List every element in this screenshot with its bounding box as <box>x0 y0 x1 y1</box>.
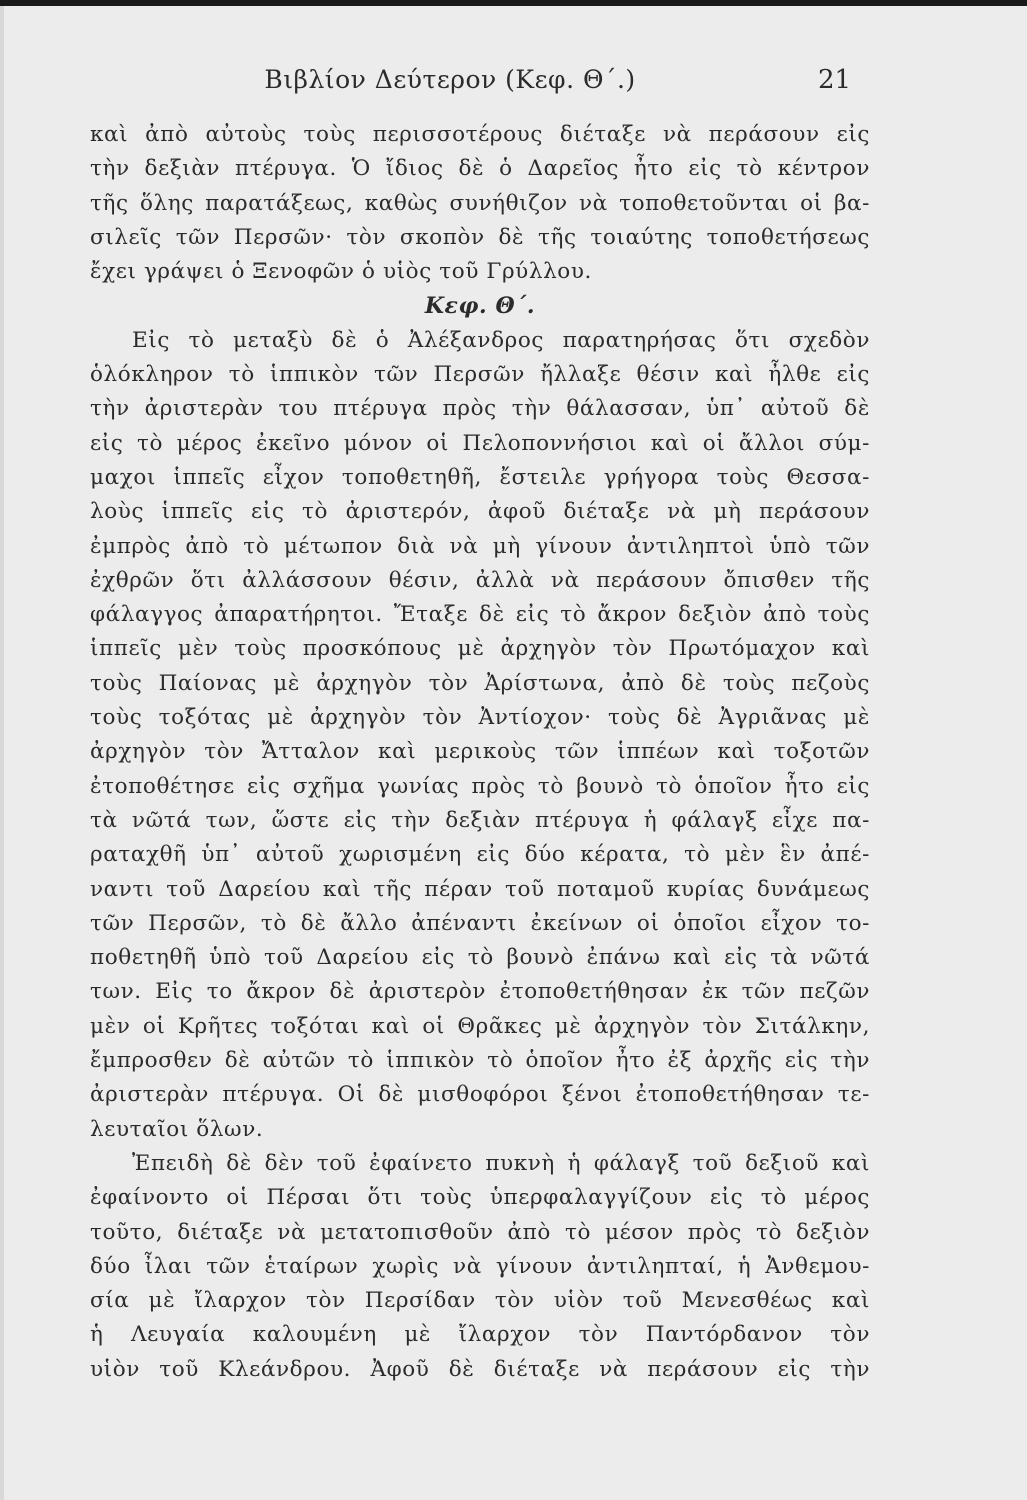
text-line: εἰς τὸ μέρος ἐκεῖνο μόνον οἱ Πελοποννήσιοι καὶ οἱ ἄλλοι σύμ- <box>90 430 870 456</box>
text-line: ἱππεῖς μὲν τοὺς προσκόπους μὲ ἀρχηγὸν τὸν Πρωτόμαχον καὶ <box>90 636 870 662</box>
text-line: τῆς ὅλης παρατάξεως, καθὼς συνήθιζον νὰ τοποθετοῦνται οἱ βα- <box>90 190 870 216</box>
text-line: τῶν Περσῶν, τὸ δὲ ἄλλο ἀπέναντι ἐκείνων οἱ ὁποῖοι εἶχον το- <box>90 910 870 936</box>
text-line: φάλαγγος ἀπαρατήρητοι. Ἔταξε δὲ εἰς τὸ ἄκρον δεξιὸν ἀπὸ τοὺς <box>90 602 870 628</box>
text-line: των. Εἰς το ἄκρον δὲ ἀριστερὸν ἐτοποθετήθησαν ἐκ τῶν πεζῶν <box>90 979 870 1005</box>
text-line: ἔχει γράψει ὁ Ξενοφῶν ὁ υἱὸς τοῦ Γρύλλου. <box>90 259 592 285</box>
text-line: τοὺς Παίονας μὲ ἀρχηγὸν τὸν Ἀρίστωνα, ἀπὸ δὲ τοὺς πεζοὺς <box>90 670 870 696</box>
text-line: τὴν ἀριστερὰν του πτέρυγα πρὸς τὴν θάλασσαν, ὑπ᾽ αὐτοῦ δὲ <box>90 396 870 422</box>
text-line: ἡ Λευγαία καλουμένη μὲ ἴλαρχον τὸν Παντόρδανον τὸν <box>90 1322 870 1348</box>
page-header <box>0 60 1027 100</box>
text-line: ναντι τοῦ Δαρείου καὶ τῆς πέραν τοῦ ποταμοῦ κυρίας δυνάμεως <box>90 876 870 902</box>
text-line: σία μὲ ἴλαρχον τὸν Περσίδαν τὸν υἱὸν τοῦ Μενεσθέως καὶ <box>90 1288 870 1314</box>
text-line: λευταῖοι ὅλων. <box>90 1116 264 1142</box>
text-line: ποθετηθῆ ὑπὸ τοῦ Δαρείου εἰς τὸ βουνὸ ἐπάνω καὶ εἰς τὰ νῶτά <box>90 945 870 971</box>
text-line: καὶ ἀπὸ αὐτοὺς τοὺς περισσοτέρους διέταξε νὰ περάσουν εἰς <box>90 122 870 147</box>
text-line: τὴν δεξιὰν πτέρυγα. Ὁ ἴδιος δὲ ὁ Δαρεῖος ἦτο εἰς τὸ κέντρον <box>90 156 870 182</box>
text-line: ἀριστερὰν πτέρυγα. Οἱ δὲ μισθοφόροι ξένοι ἐτοποθετήθησαν τε- <box>90 1082 870 1108</box>
text-line: ὁλόκληρον τὸ ἱππικὸν τῶν Περσῶν ἤλλαξε θέσιν καὶ ἦλθε εἰς <box>90 362 870 388</box>
text-line: Εἰς τὸ μεταξὺ δὲ ὁ Ἀλέξανδρος παρατηρήσας ὅτι σχεδὸν <box>132 327 870 353</box>
text-line: ἔμπροσθεν δὲ αὐτῶν τὸ ἱππικὸν τὸ ὁποῖον ἦτο ἐξ ἀρχῆς εἰς τὴν <box>90 1048 870 1074</box>
text-line: τοὺς τοξότας μὲ ἀρχηγὸν τὸν Ἀντίοχον· τοὺς δὲ Ἀγριᾶνας μὲ <box>90 705 870 731</box>
text-line: σιλεῖς τῶν Περσῶν· τὸν σκοπὸν δὲ τῆς τοιαύτης τοποθετήσεως <box>90 224 870 250</box>
text-line: ἐτοποθέτησε εἰς σχῆμα γωνίας πρὸς τὸ βουνὸ τὸ ὁποῖον ἦτο εἰς <box>90 773 870 799</box>
text-line: δύο ἶλαι τῶν ἑταίρων χωρὶς νὰ γίνουν ἀντιληπταί, ἡ Ἀνθεμου- <box>90 1253 870 1279</box>
body-text <box>90 118 870 1387</box>
text-line: Ἐπειδὴ δὲ δὲν τοῦ ἐφαίνετο πυκνὴ ἡ φάλαγξ τοῦ δεξιοῦ καὶ <box>132 1150 870 1176</box>
text-line: τὰ νῶτά των, ὥστε εἰς τὴν δεξιὰν πτέρυγα ἡ φάλαγξ εἶχε πα- <box>90 807 870 833</box>
page-top-edge <box>0 0 1027 6</box>
text-line: ραταχθῆ ὑπ᾽ αὐτοῦ χωρισμένη εἰς δύο κέρατα, τὸ μὲν ἓν ἀπέ- <box>90 842 870 868</box>
text-line: υἱὸν τοῦ Κλεάνδρου. Ἀφοῦ δὲ διέταξε νὰ περάσουν εἰς τὴν <box>90 1356 870 1382</box>
page-left-edge <box>0 6 4 1500</box>
text-line: ἐχθρῶν ὅτι ἀλλάσσουν θέσιν, ἀλλὰ νὰ περάσουν ὄπισθεν τῆς <box>90 567 870 593</box>
page-number: 21 <box>818 65 852 95</box>
text-line: λοὺς ἱππεῖς εἰς τὸ ἀριστερόν, ἀφοῦ διέταξε νὰ μὴ περάσουν <box>90 499 870 525</box>
text-line: ἐφαίνοντο οἱ Πέρσαι ὅτι τοὺς ὑπερφαλαγγίζουν εἰς τὸ μέρος <box>90 1185 870 1211</box>
text-line: μὲν οἱ Κρῆτες τοξόται καὶ οἱ Θρᾶκες μὲ ἀρχηγὸν τὸν Σιτάλκην, <box>90 1013 870 1039</box>
text-line: μαχοι ἱππεῖς εἶχον τοποθετηθῆ, ἔστειλε γρήγορα τοὺς Θεσσα- <box>90 464 870 490</box>
text-line: ἐμπρὸς ἀπὸ τὸ μέτωπον διὰ νὰ μὴ γίνουν ἀντιληπτοὶ ὑπὸ τῶν <box>90 533 870 559</box>
running-title: Βιβλίον Δεύτερον (Κεφ. Θ΄.) <box>264 65 636 94</box>
text-line: ἀρχηγὸν τὸν Ἄτταλον καὶ μερικοὺς τῶν ἱππέων καὶ τοξοτῶν <box>90 739 870 765</box>
chapter-heading: Κεφ. Θ΄. <box>424 293 536 320</box>
text-line: τοῦτο, διέταξε νὰ μετατοπισθοῦν ἀπὸ τὸ μέσον πρὸς τὸ δεξιὸν <box>90 1219 870 1245</box>
